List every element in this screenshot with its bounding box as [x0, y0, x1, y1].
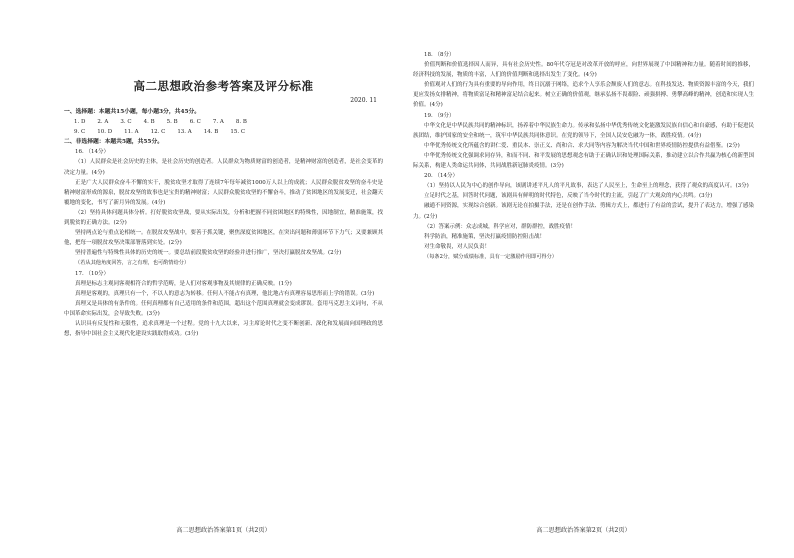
- answer-item: 4. B: [143, 119, 155, 126]
- answer-item: 10. D: [97, 129, 113, 136]
- answer-item: 13. A: [177, 129, 192, 136]
- answer-paragraph: 中华优秀传统文化所蕴含的讲仁爱、重民本、崇正义、尚和合、求大同等内容为解决当代中国和世界疫情防控提供有益借鉴。(2分): [424, 142, 740, 149]
- answer-paragraph: 19. （9分）: [424, 112, 455, 119]
- scoring-note: （每条2分，赋分成绩标准，具有一定激励作用即可得分）: [424, 253, 557, 260]
- answer-paragraph: 17. （10分）: [75, 270, 109, 277]
- answer-paragraph: 坚持两点论与重点论相统一。在脱贫攻坚战中，要善于抓关键，聚焦深度贫困地区，在突出问题和薄弱环节下力气；又要兼顾其他，把每一项脱贫攻坚决策部署落到实处。(2分): [64, 230, 384, 247]
- answer-paragraph: 18. （8分）: [424, 52, 455, 58]
- scoring-note: （若从其他角度回答，言之有理，也可酌情给分）: [75, 260, 190, 267]
- answer-item: 12. C: [150, 129, 166, 136]
- answer-item: 5. B: [166, 119, 178, 126]
- answer-item: 6. C: [189, 119, 201, 126]
- answer-item: 8. B: [235, 119, 247, 126]
- answer-item: 2. A: [97, 119, 109, 126]
- answer-paragraph: 融通不同资源，实现综合创新。该剧无论在拍摄手法，还是在创作手法、剪辑方式上，都进行了有益的尝试，提升了表达力，增强了感染力。(2分): [413, 203, 755, 220]
- answer-paragraph: 坚持普遍性与特殊性具体的历史的统一。要总结前段脱贫攻坚的经验并进行推广，坚决打赢脱贫攻坚战。(2分): [75, 250, 342, 257]
- page-footer-left: 高二思想政治答案第1页（共2页）: [176, 527, 271, 534]
- answer-paragraph: 真理是客观的，真理只有一个，不以人的意志为转移。任何人不能占有真理，他比地占有真理容易思彤而上学的错误。(3分): [75, 290, 375, 297]
- right-answer-body: [413, 50, 754, 262]
- answer-paragraph: 立足时代之基，回答时代问题，该剧具有鲜明的时代特色，反映了当今时代的主流，引起了广大观众的内心共鸣。(3分): [424, 193, 713, 200]
- date-label: 2020. 11: [350, 97, 377, 104]
- answer-paragraph: （2）坚持具体问题具体分析。打好脱贫攻坚战，要从实际出发，分析和把握不同贫困地区的特殊性，因地制宜，精准施策，找到脱贫的正确方法。(2分): [64, 209, 383, 227]
- answer-paragraph: 价值观对人们的行为具有重要的导向作用，终日沉溺于网络，追求个人享乐会颓废人们的意志。在科技发达、物质资源丰富的今天，我们更应发扬女排精神，将物质富足和精神富足结合起来。树立正确的价值观，继承弘扬不畏艰险、顽强拼搏、勇攀高峰的精神，创造和实现人生价值。(4分): [413, 82, 755, 109]
- answer-paragraph: 中华优秀传统文化强调求同存异，和而不同、和平发展的思想观念有助于正确认识和处理国际关系，推动建立以合作共赢为核心的新型国际关系，构建人类命运共同体，共同战胜新冠肺炎疫情。(3分): [413, 152, 755, 170]
- answer-item: 15. C: [230, 129, 246, 136]
- section-open-head: 二、非选择题：本题共5题，共55分。: [64, 139, 164, 146]
- answer-paragraph: 科学防治，精准施策，坚决打赢疫情防控阻击战！: [424, 233, 546, 240]
- answer-item: 14. B: [203, 129, 219, 136]
- answer-paragraph: 真理又是具体的有条件的。任何真理都有自己适用的条件和范围，超出这个范围真理就会变成谬误。套用马克思主义词句，不从中国革命实际出发，会导致失败。(3分): [64, 300, 384, 317]
- page-title: 高二思想政治参考答案及评分标准: [133, 79, 314, 93]
- answers-row-2: [64, 127, 383, 137]
- answer-paragraph: （1）人民群众是社会历史的主体，是社会历史的创造者。人民群众为物质财富的创造者，是精神财富的创造者，是社会变革的决定力量。(4分): [64, 159, 383, 176]
- answer-paragraph: 正是广大人民群众奋斗不懈的实干，脱贫攻坚才取得了连续7年每年减贫1000万人以上的成就；人民群众脱贫攻坚的奋斗史是精神财富形成的源泉，脱贫攻坚的故事也是宝贵的精神财富；人民群众脱贫攻坚的不懈奋斗，推动了贫困地区的发展变迁，社会翻天覆地的变化，书写了新月异的发展。(4分): [64, 179, 384, 206]
- answer-paragraph: 价值判断和价值选择因人而异，具有社会历史性。80年代夺冠是对改革开放的呼应，向世界展现了中国精神和力量。随着时间的推移，经济科技的发展，物质的丰富，人们的价值判断和选择出发生了变化。(4分): [413, 62, 754, 79]
- section-choice-head: 一、选择题：本题共15小题，每小题3分，共45分。: [64, 109, 201, 115]
- right-page: [397, 0, 794, 558]
- answer-paragraph: 对生命敬畏，对人民负责！: [424, 243, 491, 250]
- answer-paragraph: （2）答案示例：众志成城，科学应对，群防群控，战胜疫情！: [424, 223, 577, 230]
- answer-paragraph: 中华文化是中华民族共同的精神标识，扬养着中华民族生命力。传承和弘扬中华优秀传统文化能激发民族自信心和自豪感，有助于促进民族团结，维护国家的安全和统一，筑牢中华民族共同体意识。在党的领导下，全国人民安危融为一体，战胜疫情。(4分): [413, 122, 755, 139]
- answer-paragraph: 20. （14分）: [424, 173, 458, 180]
- answer-item: 7. A: [212, 119, 224, 126]
- left-answer-body: [64, 147, 383, 339]
- answers-row-1: [64, 117, 383, 127]
- answer-paragraph: （1）坚持以人民为中心的创作导向，该剧讲述平凡人的平凡故事，表达了人民至上，生命至上的理念，获得了观众的高度认可。(3分): [424, 183, 749, 190]
- answer-paragraph: 16. （14分）: [75, 149, 109, 156]
- answer-item: 11. A: [124, 129, 139, 136]
- answer-paragraph: 真理是标志主观同客观相符合的哲学范畴，是人们对客观事物及其规律的正确反映。(1分): [75, 280, 292, 287]
- answer-paragraph: 认识具有反复性和无限性，追求真理是一个过程。党的十九大以来，习主席论时代之变不断创新、深化和发展面向国理政的思想，指导中国社会主义现代化建设实践取得成功。(3分): [64, 320, 383, 338]
- answer-item: 9. C: [74, 129, 86, 136]
- page-footer-right: 高二思想政治答案第2页（共2页）: [536, 527, 631, 534]
- answer-item: 1. D: [74, 119, 86, 126]
- answer-item: 3. C: [120, 119, 132, 126]
